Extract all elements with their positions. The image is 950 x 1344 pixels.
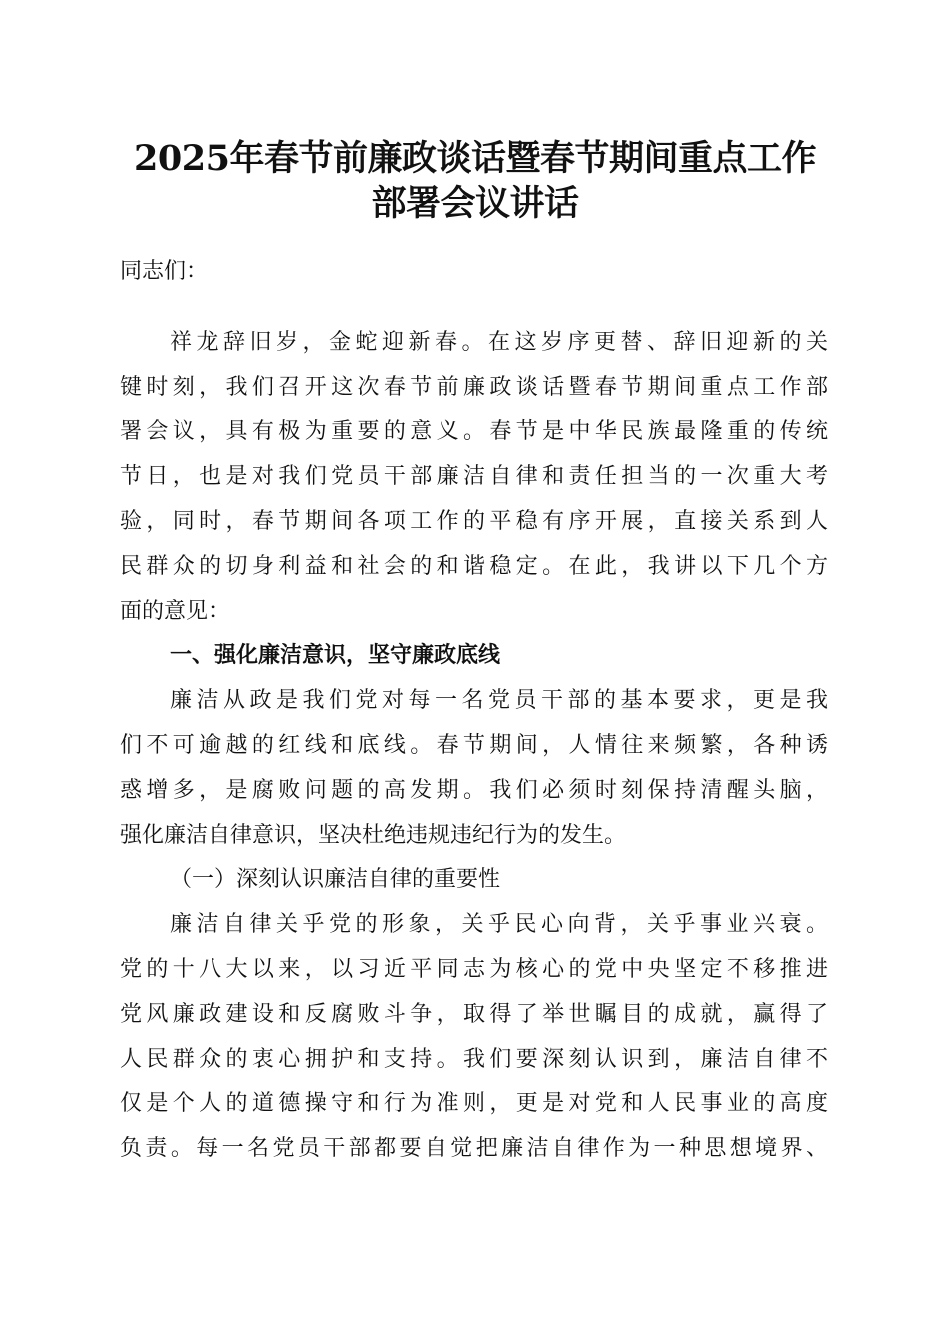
paragraph	[120, 321, 828, 635]
text-line: 强化廉洁自律意识，坚决杜绝违规违纪行为的发生。	[120, 822, 627, 848]
text-line: 键时刻，我们召开这次春节前廉政谈话暨春节期间重点工作部	[120, 374, 828, 400]
text-line: 同志们：	[120, 259, 209, 284]
text-line: 祥龙辞旧岁，金蛇迎新春。在这岁序更替、辞旧迎新的关	[170, 329, 828, 355]
paragraph	[120, 903, 828, 1172]
text-line: 惑增多，是腐败问题的高发期。我们必须时刻保持清醒头脑，	[120, 777, 828, 803]
document-body	[120, 250, 828, 1172]
text-line: 一、强化廉洁意识，坚守廉政底线	[170, 643, 501, 669]
text-line: 人民群众的衷心拥护和支持。我们要深刻认识到，廉洁自律不	[120, 1046, 828, 1072]
text-line: 党的十八大以来，以习近平同志为核心的党中央坚定不移推进	[120, 956, 828, 982]
title-line-2: 部署会议讲话	[371, 183, 579, 224]
section-heading	[120, 634, 828, 679]
text-line: （一）深刻认识廉洁自律的重要性	[170, 867, 501, 893]
text-line: 署会议，具有极为重要的意义。春节是中华民族最隆重的传统	[120, 419, 828, 445]
paragraph	[120, 679, 828, 858]
text-line: 民群众的切身利益和社会的和谐稳定。在此，我讲以下几个方	[120, 553, 828, 579]
text-line: 节日，也是对我们党员干部廉洁自律和责任担当的一次重大考	[120, 464, 828, 490]
text-line: 们不可逾越的红线和底线。春节期间，人情往来频繁，各种诱	[120, 732, 828, 758]
title-line-1: 2025年春节前廉政谈话暨春节期间重点工作	[134, 138, 816, 179]
text-line: 面的意见：	[120, 598, 231, 624]
text-line: 廉洁自律关乎党的形象，关乎民心向背，关乎事业兴衰。	[170, 912, 828, 938]
document-title	[0, 136, 950, 226]
text-line: 仅是个人的道德操守和行为准则，更是对党和人民事业的高度	[120, 1091, 828, 1117]
text-line: 负责。每一名党员干部都要自觉把廉洁自律作为一种思想境界、	[120, 1136, 828, 1162]
text-line: 廉洁从政是我们党对每一名党员干部的基本要求，更是我	[170, 688, 828, 714]
salutation	[120, 250, 828, 295]
subsection-heading	[120, 858, 828, 903]
text-line: 党风廉政建设和反腐败斗争，取得了举世瞩目的成就，赢得了	[120, 1001, 828, 1027]
text-line: 验，同时，春节期间各项工作的平稳有序开展，直接关系到人	[120, 508, 828, 534]
